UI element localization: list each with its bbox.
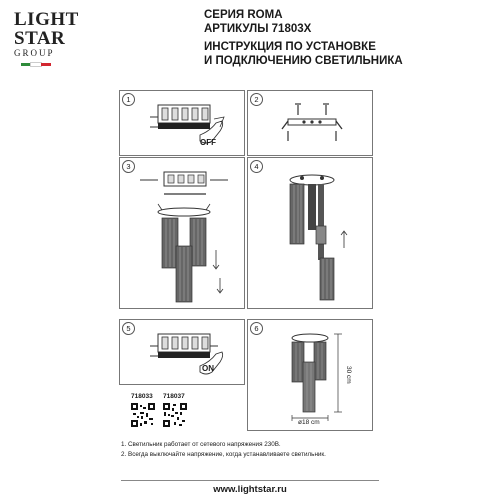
series-heading [204, 8, 311, 36]
step-4-panel [247, 157, 373, 309]
ceiling-mount-assembly-illustration [120, 158, 244, 308]
website-link[interactable]: www.lightstar.ru [213, 484, 287, 495]
height-dimension: 30 cm [345, 366, 352, 384]
qr-code-icon[interactable] [163, 403, 187, 427]
logo-line-2: STAR [14, 28, 66, 49]
mounting-bracket-illustration [248, 91, 372, 155]
title-line-2: И ПОДКЛЮЧЕНИЮ СВЕТИЛЬНИКА [204, 55, 403, 67]
power-on-label: ON [202, 364, 214, 373]
instruction-title [204, 40, 403, 68]
step-5-panel [119, 319, 245, 385]
step-number: 3 [122, 160, 135, 173]
step-number: 1 [122, 93, 135, 106]
step-number: 4 [250, 160, 263, 173]
power-off-label: OFF [200, 138, 216, 147]
qr-article-2: 718037 [163, 393, 185, 400]
logo-line-1: LIGHT [14, 9, 79, 30]
series-name: СЕРИЯ ROMA [204, 9, 283, 21]
step-number: 2 [250, 93, 263, 106]
step-number: 5 [122, 322, 135, 335]
step-number: 6 [250, 322, 263, 335]
footer-divider [121, 480, 379, 481]
terminal-block-illustration [120, 91, 244, 155]
step-1-panel [119, 90, 245, 156]
shade-installation-illustration [248, 158, 372, 308]
step-3-panel [119, 157, 245, 309]
step-6-panel [247, 319, 373, 431]
diameter-dimension: ø18 cm [298, 419, 320, 426]
note-2: 2. Всегда выключайте напряжение, когда устанавливаете светильник. [121, 451, 326, 458]
qr-article-1: 718033 [131, 393, 153, 400]
italian-flag-icon [21, 63, 51, 66]
article-numbers: АРТИКУЛЫ 71803X [204, 23, 312, 35]
safety-notes [121, 440, 326, 460]
title-line-1: ИНСТРУКЦИЯ ПО УСТАНОВКЕ [204, 41, 376, 53]
logo-line-3: GROUP [14, 48, 55, 58]
note-1: 1. Светильник работает от сетевого напряжения 230В. [121, 441, 281, 448]
qr-code-icon[interactable] [131, 403, 155, 427]
step-2-panel [247, 90, 373, 156]
terminal-block-connected-illustration [120, 320, 244, 384]
brand-logo [14, 9, 79, 58]
dimensions-illustration [248, 320, 372, 430]
